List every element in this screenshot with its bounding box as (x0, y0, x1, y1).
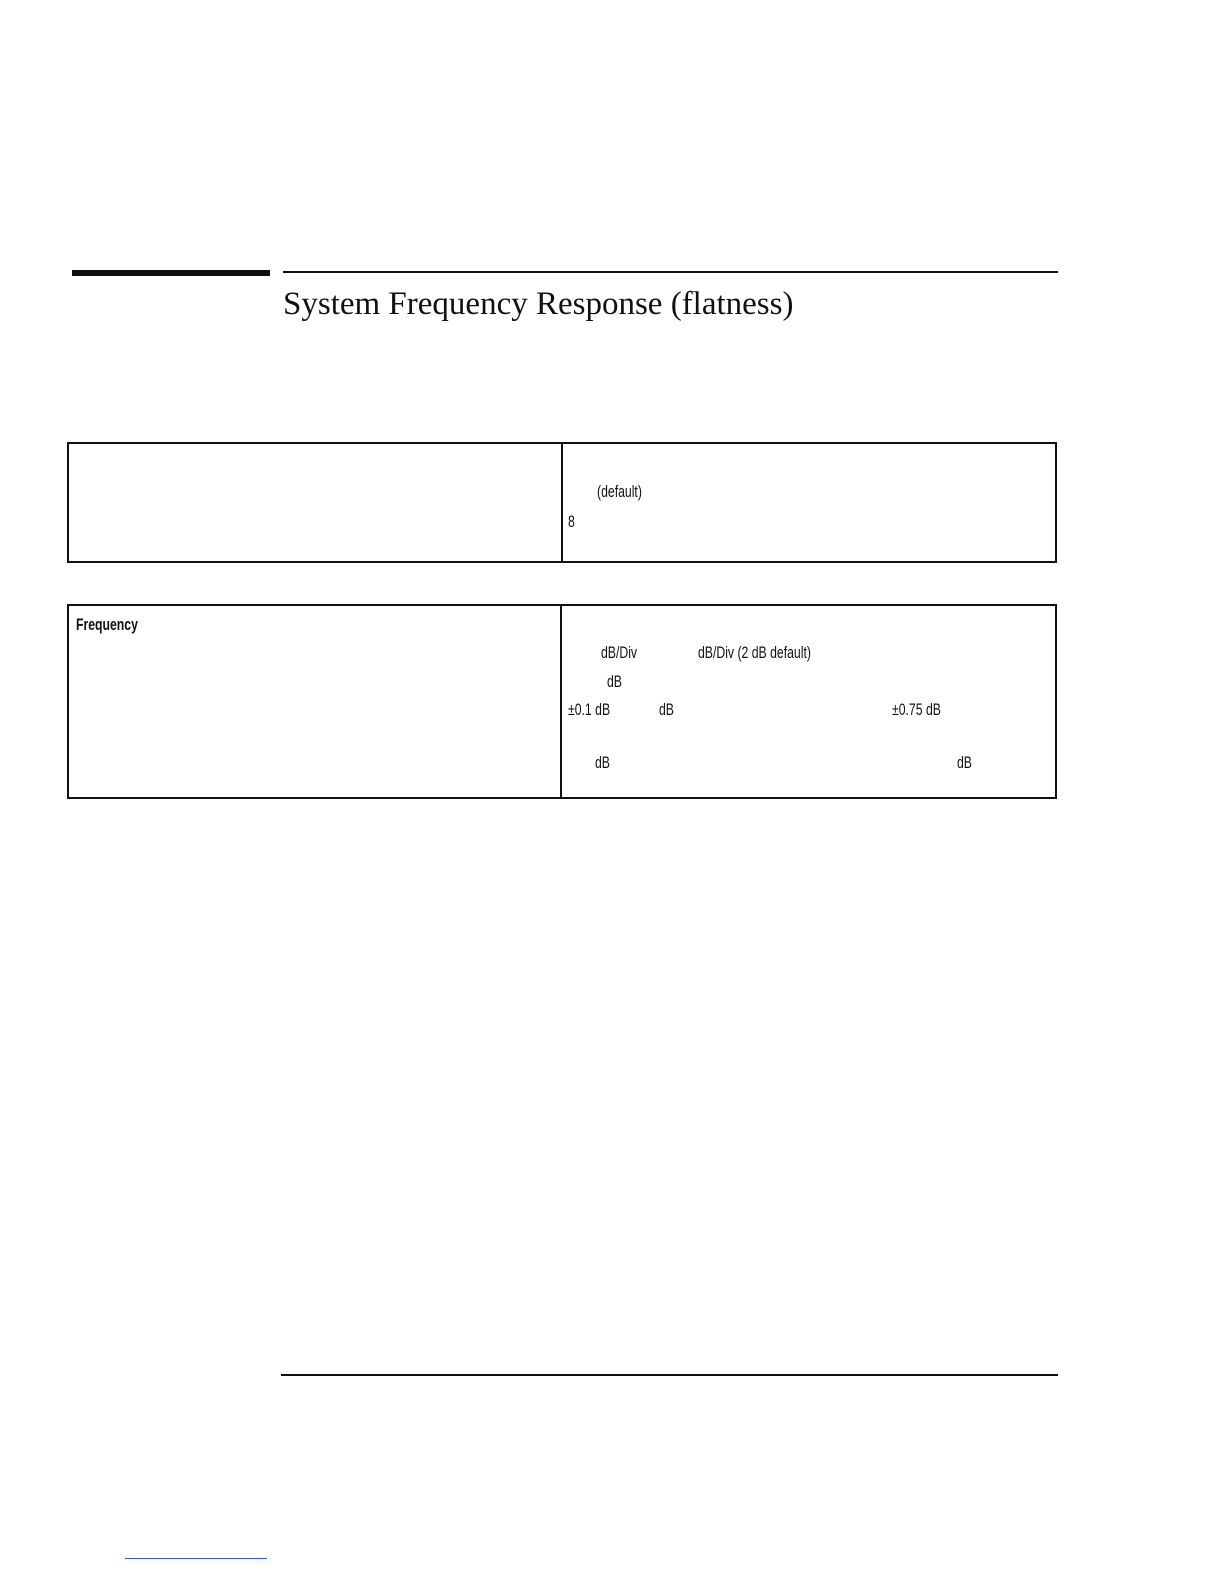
value-db-row3: dB (659, 700, 674, 719)
scale-dbdiv-default: dB/Div (2 dB default) (698, 643, 811, 662)
value-pm01db: ±0.1 dB (568, 700, 611, 719)
header-rule-thick (72, 270, 270, 276)
spec-table-1-divider (561, 442, 563, 563)
footer-link-underline (125, 1558, 267, 1559)
value-db-row4-right: dB (957, 753, 972, 772)
page-title: System Frequency Response (flatness) (283, 286, 794, 322)
value-db-row2: dB (607, 672, 622, 691)
scale-dbdiv-1: dB/Div (601, 643, 638, 662)
footer-rule (281, 1374, 1058, 1376)
value-db-row4-left: dB (595, 753, 610, 772)
spec-table-1-value-8: 8 (568, 512, 575, 531)
frequency-label: Frequency (76, 615, 138, 634)
header-rule (283, 271, 1058, 273)
spec-table-1-value-default: (default) (597, 482, 642, 501)
value-pm075db: ±0.75 dB (892, 700, 941, 719)
spec-table-2-divider (560, 604, 562, 799)
